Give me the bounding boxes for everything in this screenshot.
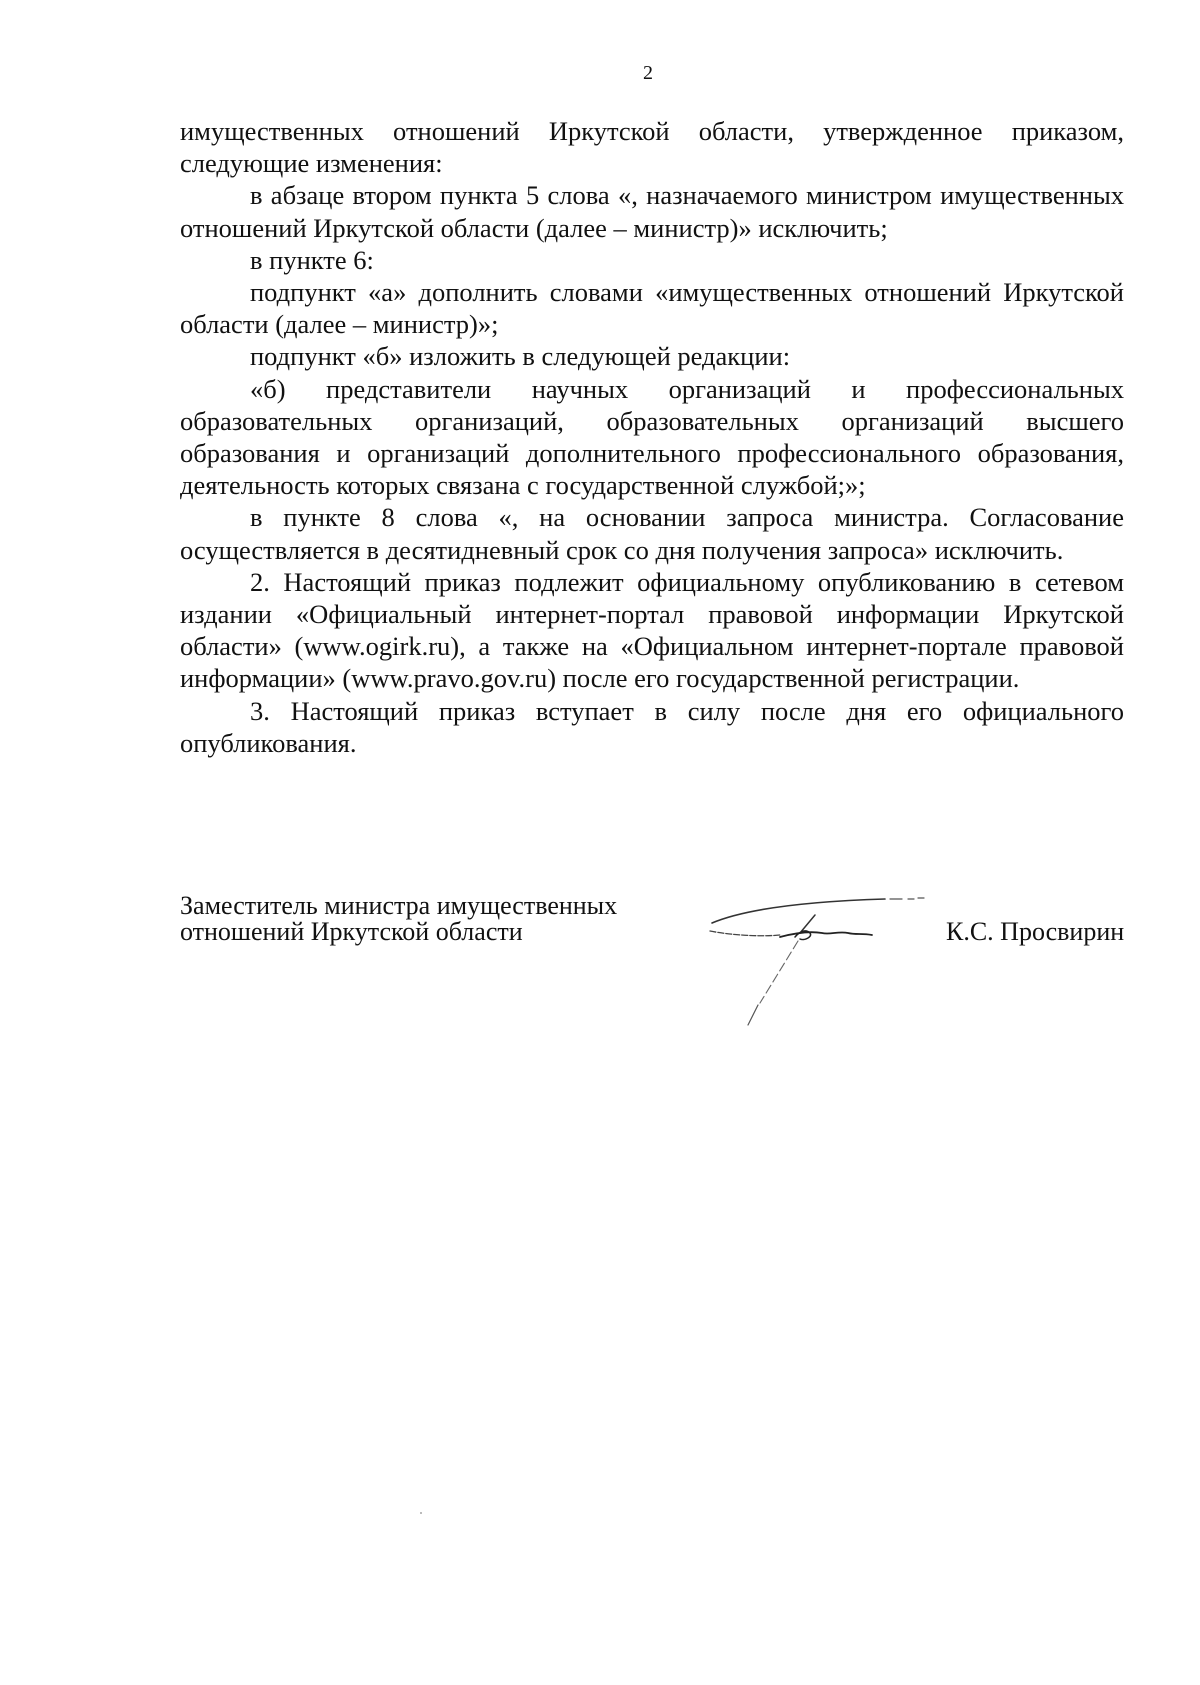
signatory-position-line-2: отношений Иркутской области <box>180 917 523 946</box>
paragraph-subclause-b-intro: подпункт «б» изложить в следующей редакции: <box>250 341 791 372</box>
paragraph-subclause-a: подпункт «а» дополнить словами «имущественных отношений Иркутской области (далее – министр)»; <box>180 277 1124 340</box>
page-number: 2 <box>643 62 653 84</box>
paragraph-clause-5: в абзаце втором пункта 5 слова «, назначаемого министром имущественных отношений Иркутской области (далее – министр)» исключить; <box>180 180 1124 243</box>
paragraph-item-2: 2. Настоящий приказ подлежит официальному опубликованию в сетевом издании «Официальный интернет-портал правовой информации Иркутской области» (www.ogirk.ru), а также на «Официальном интернет-портале правовой информации» (www.pravo.gov.ru) после его государственной регистрации. <box>180 566 1124 694</box>
signatory-name: К.С. Просвирин <box>946 917 1125 946</box>
paragraph-clause-6-intro: в пункте 6: <box>250 244 374 275</box>
paragraph-subclause-b-text: «б) представители научных организаций и профессиональных образовательных организаций, образовательных организаций высшего образования и организаций дополнительного профессионального образования, деятельность которых связана с государственной службой;»; <box>180 373 1124 501</box>
paragraph-clause-8: в пункте 8 слова «, на основании запроса министра. Согласование осуществляется в десятидневный срок со дня получения запроса» исключить. <box>180 502 1124 565</box>
paragraph-item-3: 3. Настоящий приказ вступает в силу после дня его официального опубликования. <box>180 695 1124 758</box>
signatory-position-line-1: Заместитель министра имущественных <box>180 891 618 920</box>
paragraph-continuation: имущественных отношений Иркутской области, утвержденное приказом, следующие изменения: <box>180 116 1124 179</box>
scan-speck <box>420 1512 422 1514</box>
handwritten-signature <box>700 893 930 1038</box>
signature-block <box>180 893 1180 1033</box>
document-body <box>180 115 1124 759</box>
signatory-position <box>180 893 617 945</box>
